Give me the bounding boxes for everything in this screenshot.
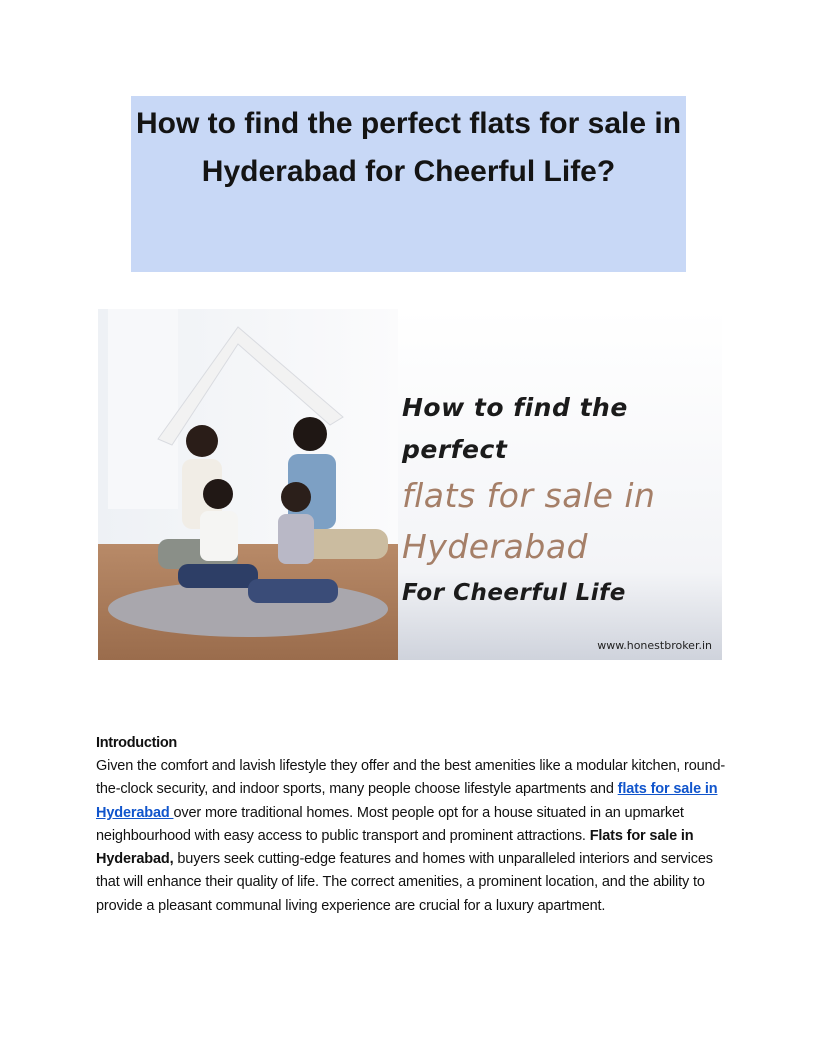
- banner-line-3: Hyderabad: [402, 527, 588, 566]
- title-line-2: Hyderabad for Cheerful Life?: [201, 155, 616, 188]
- title-box: [131, 96, 686, 272]
- intro-text-part-3: buyers seek cutting-edge features and homes with unparalleled interiors and services that will enhance their quality of life. The correct amenities, a prominent location, and the ability to provide a pleasant communal living experience are crucial for a luxury apartment.: [96, 851, 713, 914]
- banner-line-2: flats for sale in: [402, 476, 656, 515]
- flats-for-sale-link[interactable]: flats for sale in Hyderabad: [96, 781, 718, 821]
- title-line-1: How to find the perfect flats for sale in: [135, 107, 682, 140]
- banner-image: [98, 309, 722, 660]
- banner-caption: [402, 387, 722, 613]
- intro-text-part-1: Given the comfort and lavish lifestyle they offer and the best amenities like a modular kitchen, round-the-clock security, and indoor sports, many people choose lifestyle apartments and: [96, 758, 726, 798]
- intro-paragraph: [96, 755, 726, 918]
- banner-website: www.honestbroker.in: [597, 639, 712, 652]
- banner-line-4: For Cheerful Life: [402, 580, 626, 606]
- intro-bold-text: Flats for sale in Hyderabad,: [96, 827, 694, 868]
- intro-heading: Introduction: [96, 735, 177, 751]
- intro-section: [96, 732, 726, 918]
- page-title: [131, 96, 686, 196]
- intro-text-part-2: over more traditional homes. Most people opt for a house situated in an upmarket neighbourhood with easy access to public transport and prominent attractions.: [96, 804, 684, 844]
- banner-line-1: How to find the perfect: [402, 393, 628, 464]
